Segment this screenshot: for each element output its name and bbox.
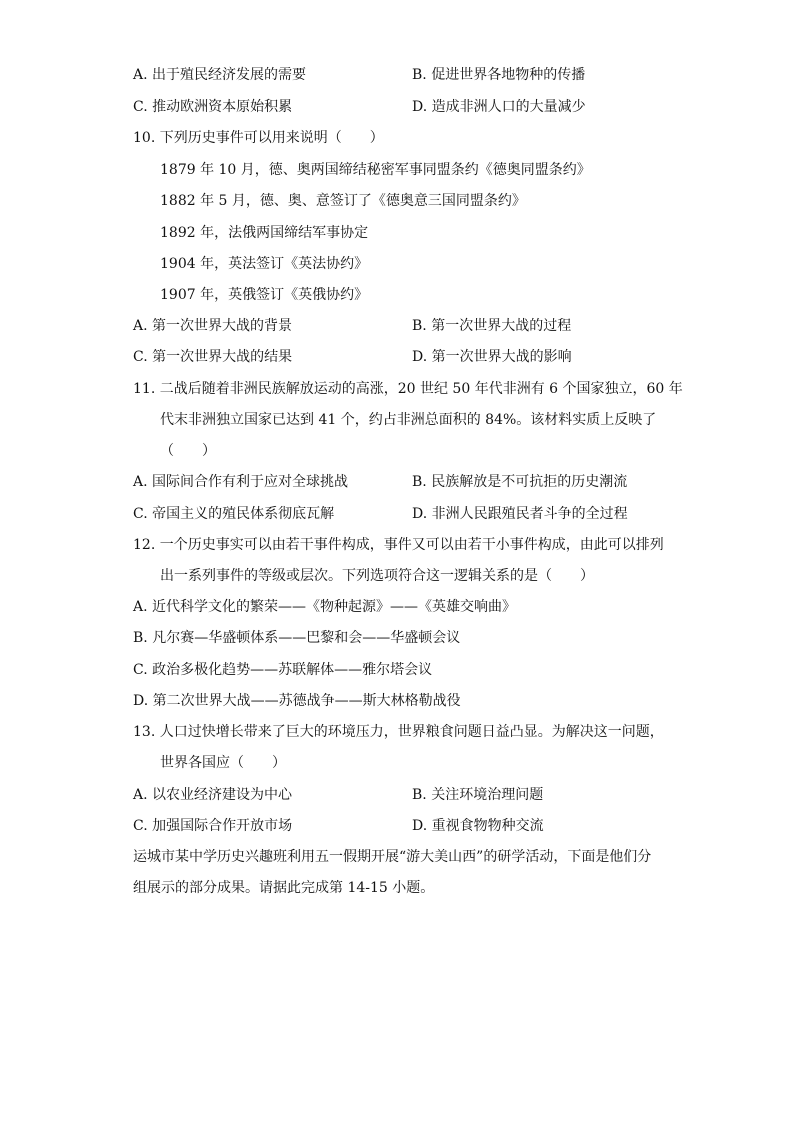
q10-event-4: 1904 年，英法签订《英法协约》 (160, 256, 369, 272)
q13-option-b: B. 关注环境治理问题 (412, 787, 544, 803)
q9-option-c: C. 推动欧洲资本原始积累 (133, 99, 293, 115)
q13-stem-line-2: 世界各国应（ ） (160, 755, 286, 771)
q12-option-b: B. 凡尔赛—华盛顿体系——巴黎和会——华盛顿会议 (133, 630, 461, 646)
q11-option-c: C. 帝国主义的殖民体系彻底瓦解 (133, 506, 335, 522)
q10-event-5: 1907 年，英俄签订《英俄协约》 (160, 287, 369, 303)
q12-stem-line-1: 12. 一个历史事实可以由若干事件构成，事件又可以由若干小事件构成，由此可以排列 (133, 537, 664, 553)
q10-event-2: 1882 年 5 月，德、奥、意签订了《德奥意三国同盟条约》 (160, 193, 526, 209)
q10-option-d: D. 第一次世界大战的影响 (412, 349, 572, 365)
q11-option-b: B. 民族解放是不可抗拒的历史潮流 (412, 474, 628, 490)
q13-option-d: D. 重视食物物种交流 (412, 818, 544, 834)
intro-line-2: 组展示的部分成果。请据此完成第 14-15 小题。 (133, 880, 435, 896)
q10-stem: 10. 下列历史事件可以用来说明（ ） (133, 130, 384, 146)
q10-option-a: A. 第一次世界大战的背景 (133, 318, 293, 334)
q10-event-1: 1879 年 10 月，德、奥两国缔结秘密军事同盟条约《德奥同盟条约》 (160, 162, 591, 178)
q13-stem-line-1: 13. 人口过快增长带来了巨大的环境压力，世界粮食问题日益凸显。为解决这一问题， (133, 724, 664, 740)
q9-option-b: B. 促进世界各地物种的传播 (412, 67, 586, 83)
q9-option-d: D. 造成非洲人口的大量减少 (412, 99, 586, 115)
q13-option-c: C. 加强国际合作开放市场 (133, 818, 293, 834)
q12-option-c: C. 政治多极化趋势——苏联解体——雅尔塔会议 (133, 662, 433, 678)
q9-option-a: A. 出于殖民经济发展的需要 (133, 67, 307, 83)
q11-stem-line-1: 11. 二战后随着非洲民族解放运动的高涨，20 世纪 50 年代非洲有 6 个国家独立，60 年 (133, 381, 683, 397)
q10-event-3: 1892 年，法俄两国缔结军事协定 (160, 225, 369, 241)
intro-line-1: 运城市某中学历史兴趣班利用五一假期开展“游大美山西”的研学活动，下面是他们分 (133, 849, 652, 865)
q11-option-a: A. 国际间合作有利于应对全球挑战 (133, 474, 349, 490)
q10-option-b: B. 第一次世界大战的过程 (412, 318, 572, 334)
q11-stem-line-2: 代末非洲独立国家已达到 41 个，约占非洲总面积的 84%。该材料实质上反映了 (160, 412, 657, 428)
q11-stem-line-3: （ ） (160, 443, 216, 459)
q13-option-a: A. 以农业经济建设为中心 (133, 787, 293, 803)
q12-stem-line-2: 出一系列事件的等级或层次。下列选项符合这一逻辑关系的是（ ） (160, 568, 594, 584)
q12-option-d: D. 第二次世界大战——苏德战争——斯大林格勒战役 (133, 693, 461, 709)
q10-option-c: C. 第一次世界大战的结果 (133, 349, 293, 365)
q12-option-a: A. 近代科学文化的繁荣——《物种起源》——《英雄交响曲》 (133, 599, 517, 615)
q11-option-d: D. 非洲人民跟殖民者斗争的全过程 (412, 506, 628, 522)
